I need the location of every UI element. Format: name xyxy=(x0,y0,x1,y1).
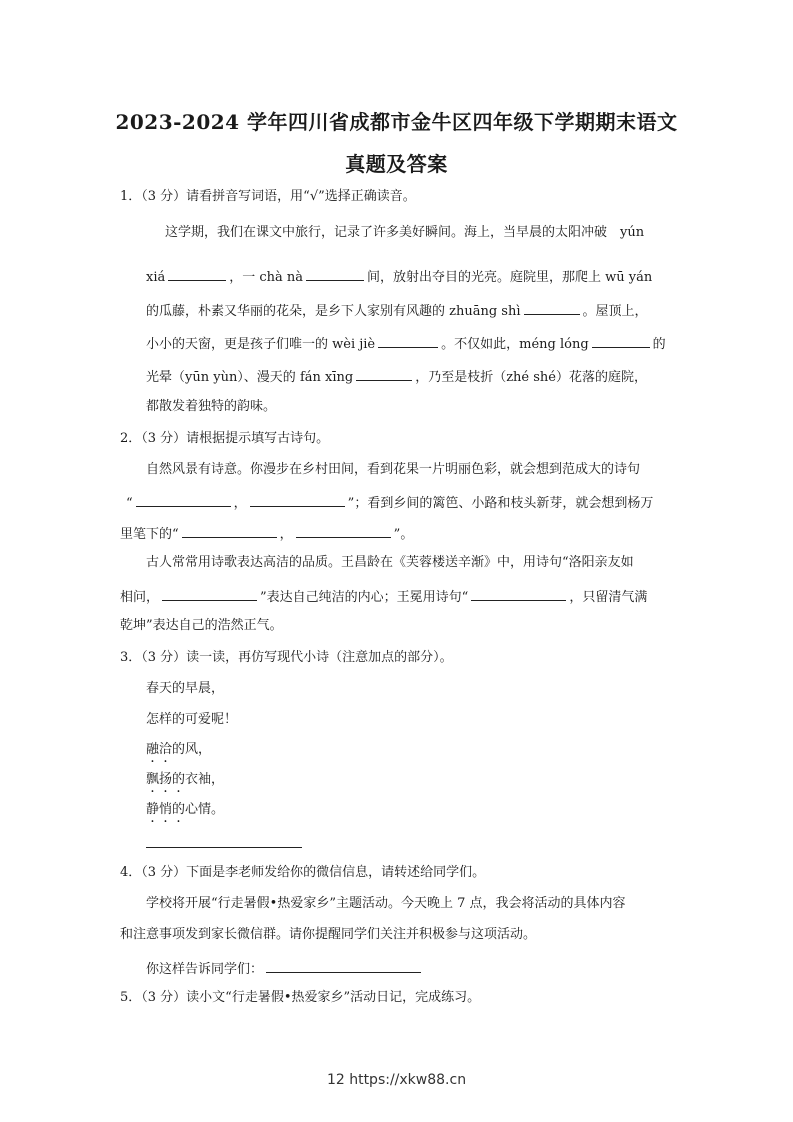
q4-prompt: 你这样告诉同学们： xyxy=(146,962,264,977)
q1-line-3-end: 。屋顶上， xyxy=(582,304,648,319)
q2-blank-2[interactable] xyxy=(250,492,345,507)
q1-blank-2[interactable] xyxy=(306,266,364,281)
q1-line-4-mid: 。不仅如此，méng lóng xyxy=(441,337,589,352)
q2-line-1: 自然风景有诗意。你漫步在乡村田间，看到花果一片明丽色彩，就会想到范成大的诗句 xyxy=(146,462,641,477)
q1-line-5-text: 光晕（yūn yùn）、漫天的 fán xīng xyxy=(146,370,354,385)
q2-line-4: 古人常常用诗歌表达高洁的品质。王昌龄在《芙蓉楼送辛渐》中，用诗句“洛阳亲友如 xyxy=(146,555,634,570)
q3-poem-line-3 xyxy=(146,741,211,759)
q2-line-3-end: ”。 xyxy=(393,527,414,542)
q1-line-3 xyxy=(146,300,648,321)
q1-blank-6[interactable] xyxy=(356,366,412,381)
q2-line-6: 乾坤”表达自己的浩然正气。 xyxy=(120,618,283,633)
q3-plain-text: 的风， xyxy=(172,742,212,757)
page-title-line-2: 真题及答案 xyxy=(345,152,448,176)
q2-blank-1[interactable] xyxy=(136,492,231,507)
q2-blank-4[interactable] xyxy=(296,523,391,538)
q1-line-4-text: 小小的天窗，更是孩子们唯一的 wèi jiè xyxy=(146,337,376,352)
q2-blank-6[interactable] xyxy=(471,586,566,601)
q1-line-4 xyxy=(146,333,666,354)
q3-dotted-char: 的 xyxy=(172,772,186,787)
q2-blank-5[interactable] xyxy=(162,586,257,601)
q3-poem-line-2: 怎样的可爱呢！ xyxy=(146,712,238,727)
q1-line-6: 都散发着独特的韵味。 xyxy=(146,399,277,414)
q3-dotted-char: 静 xyxy=(146,802,160,817)
q3-dotted-char: 扬 xyxy=(159,772,173,787)
q4-line-1: 学校将开展“行走暑假•热爱家乡”主题活动。今天晚上 7 点，我会将活动的具体内容 xyxy=(146,896,626,911)
q5-heading: 5．（3 分）读小文“行走暑假•热爱家乡”活动日记，完成练习。 xyxy=(120,990,481,1005)
q1-heading: 1．（3 分）请看拼音写词语，用“√”选择正确读音。 xyxy=(120,189,416,204)
q1-line-3-text: 的瓜藤，朴素又华丽的花朵，是乡下人家别有风趣的 zhuāng shì xyxy=(146,304,521,319)
q2-line-5-end: ，只留清气满 xyxy=(569,590,648,605)
page-footer: 12 https://xkw88.cn xyxy=(326,1072,467,1088)
q2-heading: 2．（3 分）请根据提示填写古诗句。 xyxy=(120,431,330,446)
q2-line-5 xyxy=(120,586,647,607)
page-title-line-1: 2023-2024 学年四川省成都市金牛区四年级下学期期末语文 xyxy=(115,110,678,134)
q2-comma-2: ， xyxy=(279,527,293,542)
q4-line-3 xyxy=(146,958,424,979)
q3-poem-line-4 xyxy=(146,771,224,789)
q4-heading: 4．（3 分）下面是李老师发给你的微信信息，请转述给同学们。 xyxy=(120,865,486,880)
q2-line-2 xyxy=(126,492,653,513)
q2-quote-open: “ xyxy=(126,496,133,511)
q4-line-2: 和注意事项发到家长微信群。请你提醒同学们关注并积极参与这项活动。 xyxy=(120,927,537,942)
q3-poem-line-1: 春天的早晨， xyxy=(146,681,225,696)
q1-blank-1[interactable] xyxy=(168,266,226,281)
q2-comma: ， xyxy=(233,496,247,511)
q2-line-5-mid: ”表达自己纯洁的内心；王冕用诗句“ xyxy=(260,590,469,605)
q2-line-2-text: ”；看到乡间的篱笆、小路和枝头新芽，就会想到杨万 xyxy=(347,496,654,511)
q2-blank-3[interactable] xyxy=(182,523,277,538)
q3-plain-text: 衣袖， xyxy=(185,772,225,787)
q2-line-5-text: 相问， xyxy=(120,590,160,605)
q1-line-2 xyxy=(146,266,652,287)
q3-heading: 3．（3 分）读一读，再仿写现代小诗（注意加点的部分）。 xyxy=(120,650,453,665)
q2-line-3 xyxy=(120,523,413,544)
q1-blank-4[interactable] xyxy=(378,333,438,348)
q1-line-2-text: 间，放射出夺目的光亮。庭院里，那爬上 wū yán xyxy=(367,270,653,285)
q1-line-1: 这学期，我们在课文中旅行，记录了许多美好瞬间。海上，当早晨的太阳冲破 yún xyxy=(165,225,645,240)
q3-dotted-char: 飘 xyxy=(146,772,160,787)
q3-dotted-char: 洽 xyxy=(159,742,173,757)
q1-line-5 xyxy=(146,366,647,387)
q3-dotted-char: 悄 xyxy=(159,802,173,817)
q4-answer-blank[interactable] xyxy=(266,958,421,973)
q2-line-3-text: 里笔下的“ xyxy=(120,527,179,542)
q1-pinyin-xia: xiá xyxy=(146,270,166,285)
q1-pinyin-chana: ，一 chà nà xyxy=(229,270,304,285)
q1-line-4-end: 的 xyxy=(652,337,666,352)
q1-line-5-end: ，乃至是枝折（zhé shé）花落的庭院， xyxy=(415,370,647,385)
q3-poem-line-5 xyxy=(146,801,224,819)
q1-blank-5[interactable] xyxy=(592,333,650,348)
q3-answer-line[interactable] xyxy=(146,847,302,848)
q1-blank-3[interactable] xyxy=(524,300,580,315)
q3-dotted-char: 的 xyxy=(172,802,186,817)
q3-plain-text: 心情。 xyxy=(185,802,225,817)
q3-dotted-char: 融 xyxy=(146,742,160,757)
